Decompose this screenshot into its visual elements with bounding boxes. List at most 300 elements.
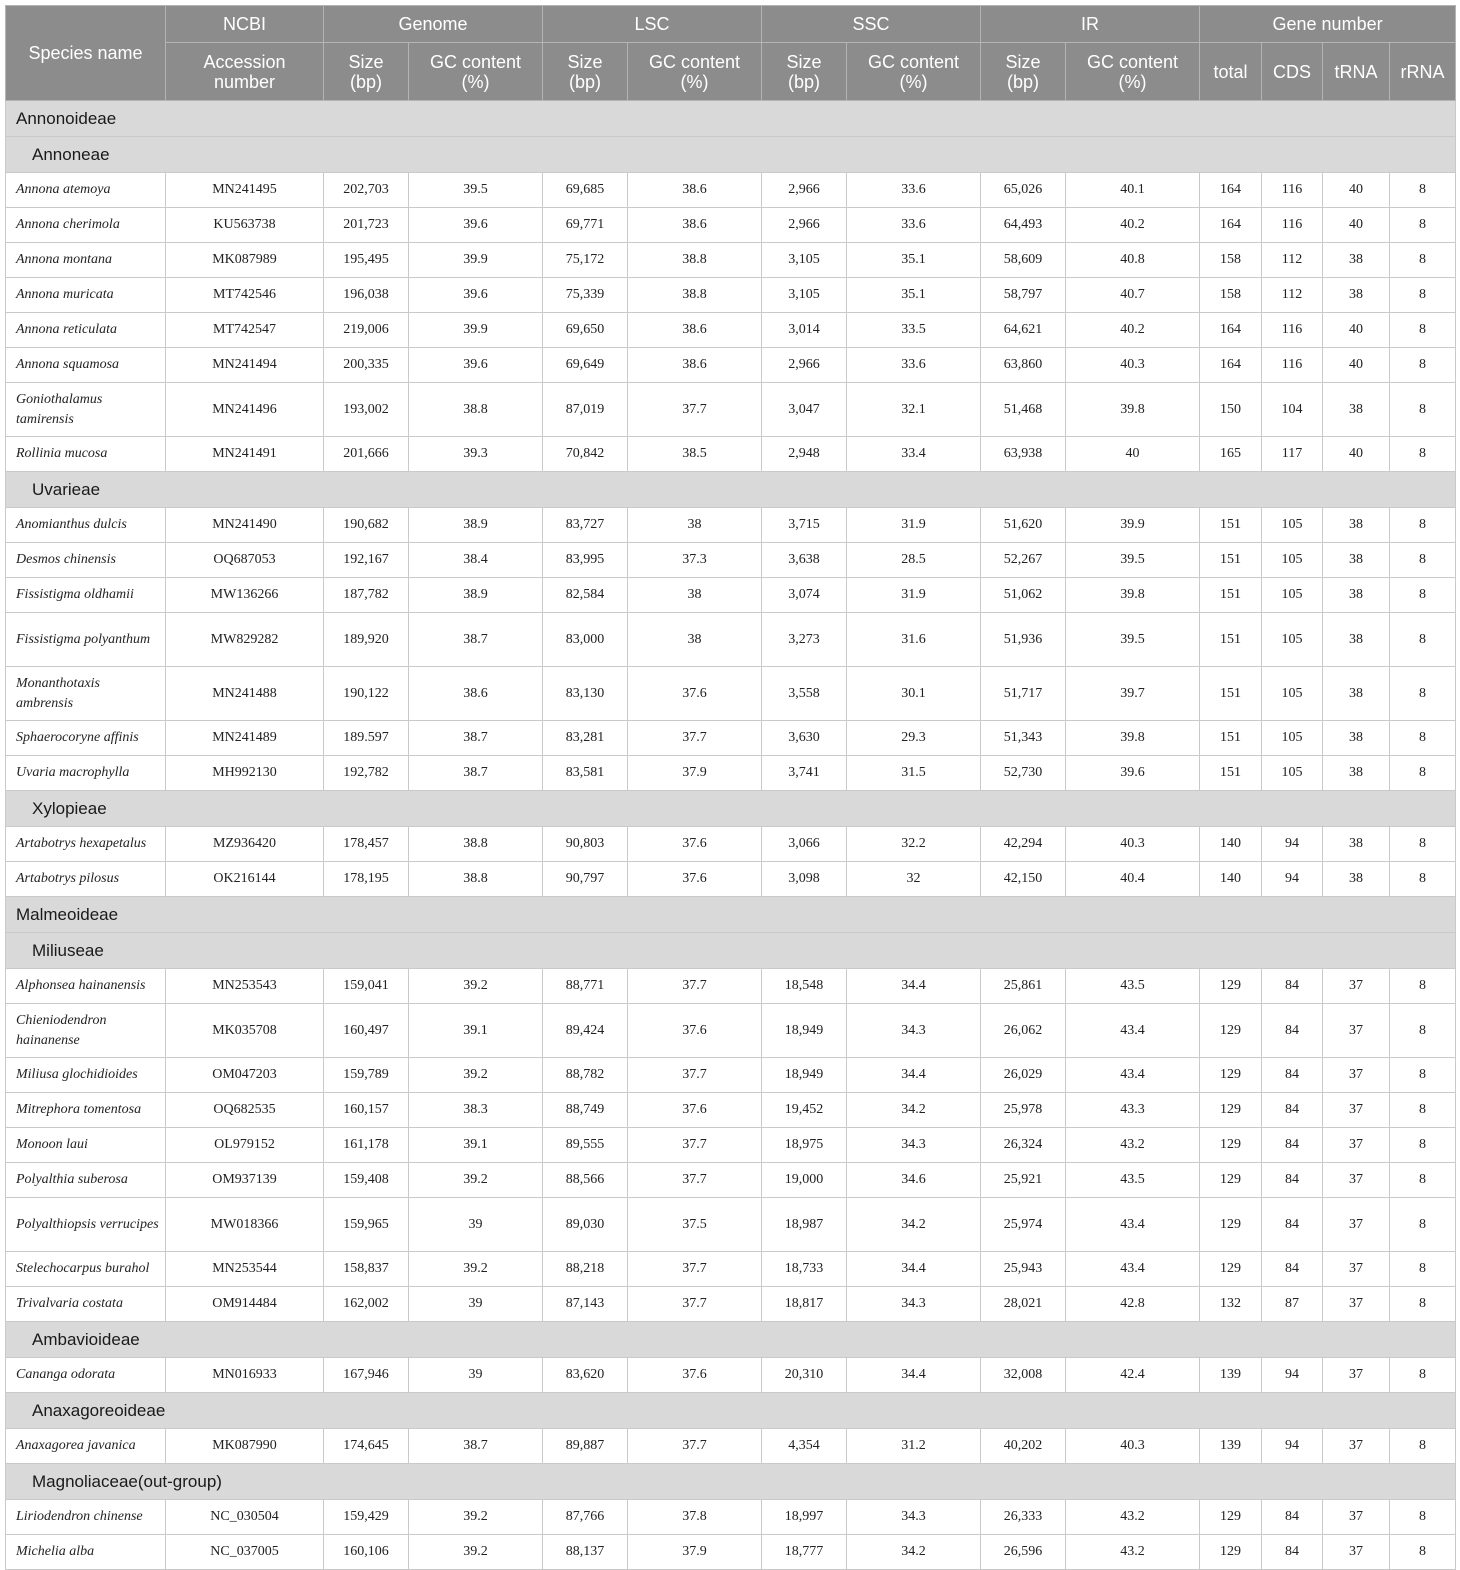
accession-cell: MN253543 — [166, 969, 324, 1004]
ssc-size-cell: 19,452 — [762, 1093, 847, 1128]
table-row — [6, 721, 1456, 756]
species-name-cell: Artabotrys hexapetalus — [6, 827, 166, 862]
ssc-gc-cell: 31.5 — [847, 756, 981, 791]
table-row — [6, 1500, 1456, 1535]
lsc-gc-cell: 37.6 — [628, 1004, 762, 1058]
genome-size-cell: 189,920 — [324, 613, 409, 667]
gene-cds-cell: 84 — [1262, 1163, 1323, 1198]
tribe-header-row — [6, 791, 1456, 827]
ssc-gc-cell: 33.5 — [847, 313, 981, 348]
table-row — [6, 1535, 1456, 1570]
ssc-gc-cell: 31.2 — [847, 1429, 981, 1464]
gene-trna-cell: 37 — [1323, 1358, 1390, 1393]
ssc-gc-cell: 34.4 — [847, 1358, 981, 1393]
gene-rrna-cell: 8 — [1390, 1058, 1456, 1093]
genome-size-cell: 192,167 — [324, 543, 409, 578]
ir-size-cell: 63,860 — [981, 348, 1066, 383]
accession-cell: MN253544 — [166, 1252, 324, 1287]
table-row — [6, 437, 1456, 472]
ssc-gc-cell: 33.6 — [847, 348, 981, 383]
gene-total-cell: 151 — [1200, 613, 1262, 667]
header-ir-size: Size (bp) — [981, 43, 1066, 101]
genome-gc-cell: 38.7 — [409, 756, 543, 791]
ir-gc-cell: 40.3 — [1066, 827, 1200, 862]
accession-cell: MN241495 — [166, 173, 324, 208]
gene-trna-cell: 38 — [1323, 508, 1390, 543]
table-row — [6, 1004, 1456, 1058]
ssc-gc-cell: 31.9 — [847, 508, 981, 543]
ir-size-cell: 64,621 — [981, 313, 1066, 348]
genome-gc-cell: 38.9 — [409, 508, 543, 543]
ssc-size-cell: 2,948 — [762, 437, 847, 472]
genome-size-cell: 159,965 — [324, 1198, 409, 1252]
gene-rrna-cell: 8 — [1390, 383, 1456, 437]
lsc-gc-cell: 37.7 — [628, 1429, 762, 1464]
lsc-size-cell: 83,727 — [543, 508, 628, 543]
header-trna: tRNA — [1323, 43, 1390, 101]
ssc-size-cell: 3,105 — [762, 243, 847, 278]
gene-cds-cell: 105 — [1262, 578, 1323, 613]
genome-gc-cell: 38.9 — [409, 578, 543, 613]
genome-size-cell: 178,457 — [324, 827, 409, 862]
accession-cell: MK035708 — [166, 1004, 324, 1058]
ssc-gc-cell: 34.4 — [847, 1058, 981, 1093]
genome-gc-cell: 39.9 — [409, 313, 543, 348]
header-genome-size: Size (bp) — [324, 43, 409, 101]
ir-size-cell: 58,797 — [981, 278, 1066, 313]
gene-rrna-cell: 8 — [1390, 543, 1456, 578]
gene-cds-cell: 116 — [1262, 173, 1323, 208]
genome-size-cell: 201,723 — [324, 208, 409, 243]
gene-cds-cell: 105 — [1262, 508, 1323, 543]
species-name-cell: Anomianthus dulcis — [6, 508, 166, 543]
table-row — [6, 1093, 1456, 1128]
accession-cell: MW018366 — [166, 1198, 324, 1252]
gene-rrna-cell: 8 — [1390, 1287, 1456, 1322]
gene-rrna-cell: 8 — [1390, 1500, 1456, 1535]
group-label: Xylopieae — [6, 791, 1456, 827]
lsc-size-cell: 87,019 — [543, 383, 628, 437]
ir-gc-cell: 43.2 — [1066, 1500, 1200, 1535]
genome-gc-cell: 39.9 — [409, 243, 543, 278]
ssc-gc-cell: 34.3 — [847, 1128, 981, 1163]
lsc-size-cell: 88,782 — [543, 1058, 628, 1093]
gene-cds-cell: 116 — [1262, 208, 1323, 243]
accession-cell: OK216144 — [166, 862, 324, 897]
gene-trna-cell: 38 — [1323, 667, 1390, 721]
gene-total-cell: 151 — [1200, 756, 1262, 791]
ssc-gc-cell: 32 — [847, 862, 981, 897]
gene-trna-cell: 37 — [1323, 1128, 1390, 1163]
ssc-size-cell: 3,066 — [762, 827, 847, 862]
genome-gc-cell: 39.6 — [409, 208, 543, 243]
gene-cds-cell: 94 — [1262, 827, 1323, 862]
gene-trna-cell: 37 — [1323, 1252, 1390, 1287]
ssc-gc-cell: 33.6 — [847, 208, 981, 243]
lsc-gc-cell: 37.8 — [628, 1500, 762, 1535]
genome-gc-cell: 39.2 — [409, 1058, 543, 1093]
accession-cell: MN241494 — [166, 348, 324, 383]
lsc-gc-cell: 38.8 — [628, 243, 762, 278]
gene-trna-cell: 37 — [1323, 1500, 1390, 1535]
lsc-gc-cell: 37.6 — [628, 667, 762, 721]
ir-size-cell: 51,468 — [981, 383, 1066, 437]
lsc-gc-cell: 38.5 — [628, 437, 762, 472]
ir-size-cell: 51,343 — [981, 721, 1066, 756]
gene-total-cell: 164 — [1200, 348, 1262, 383]
lsc-size-cell: 88,218 — [543, 1252, 628, 1287]
species-name-cell: Desmos chinensis — [6, 543, 166, 578]
gene-total-cell: 129 — [1200, 1128, 1262, 1163]
gene-trna-cell: 37 — [1323, 969, 1390, 1004]
gene-total-cell: 132 — [1200, 1287, 1262, 1322]
lsc-gc-cell: 37.6 — [628, 827, 762, 862]
ssc-size-cell: 3,630 — [762, 721, 847, 756]
ssc-gc-cell: 35.1 — [847, 278, 981, 313]
lsc-gc-cell: 38.6 — [628, 348, 762, 383]
lsc-size-cell: 69,771 — [543, 208, 628, 243]
lsc-size-cell: 70,842 — [543, 437, 628, 472]
gene-cds-cell: 105 — [1262, 613, 1323, 667]
genome-size-cell: 162,002 — [324, 1287, 409, 1322]
tribe-header-row — [6, 1322, 1456, 1358]
genome-size-cell: 190,122 — [324, 667, 409, 721]
gene-rrna-cell: 8 — [1390, 508, 1456, 543]
ssc-gc-cell: 34.2 — [847, 1093, 981, 1128]
lsc-gc-cell: 37.7 — [628, 1058, 762, 1093]
lsc-gc-cell: 37.9 — [628, 1535, 762, 1570]
gene-trna-cell: 40 — [1323, 313, 1390, 348]
gene-rrna-cell: 8 — [1390, 756, 1456, 791]
gene-rrna-cell: 8 — [1390, 667, 1456, 721]
genome-gc-cell: 39 — [409, 1287, 543, 1322]
ssc-size-cell: 18,949 — [762, 1004, 847, 1058]
ir-gc-cell: 39.8 — [1066, 721, 1200, 756]
ir-gc-cell: 43.2 — [1066, 1535, 1200, 1570]
gene-cds-cell: 105 — [1262, 543, 1323, 578]
table-row — [6, 1252, 1456, 1287]
ssc-size-cell: 3,558 — [762, 667, 847, 721]
gene-total-cell: 129 — [1200, 1252, 1262, 1287]
lsc-gc-cell: 37.7 — [628, 1128, 762, 1163]
header-lsc-size: Size (bp) — [543, 43, 628, 101]
species-name-cell: Sphaerocoryne affinis — [6, 721, 166, 756]
lsc-size-cell: 88,566 — [543, 1163, 628, 1198]
ssc-size-cell: 2,966 — [762, 208, 847, 243]
genome-gc-cell: 38.7 — [409, 721, 543, 756]
gene-total-cell: 165 — [1200, 437, 1262, 472]
header-ncbi: NCBI — [166, 6, 324, 43]
gene-cds-cell: 105 — [1262, 721, 1323, 756]
genome-gc-cell: 39.1 — [409, 1004, 543, 1058]
genome-gc-cell: 39.2 — [409, 1500, 543, 1535]
lsc-gc-cell: 38.8 — [628, 278, 762, 313]
gene-trna-cell: 37 — [1323, 1429, 1390, 1464]
lsc-size-cell: 83,995 — [543, 543, 628, 578]
header-genome: Genome — [324, 6, 543, 43]
gene-rrna-cell: 8 — [1390, 862, 1456, 897]
genome-gc-cell: 38.3 — [409, 1093, 543, 1128]
ir-gc-cell: 39.8 — [1066, 383, 1200, 437]
ssc-gc-cell: 31.6 — [847, 613, 981, 667]
tribe-header-row — [6, 472, 1456, 508]
header-accession-number: Accession number — [166, 43, 324, 101]
lsc-size-cell: 89,555 — [543, 1128, 628, 1163]
species-name-cell: Chieniodendron hainanense — [6, 1004, 166, 1058]
gene-cds-cell: 94 — [1262, 1358, 1323, 1393]
gene-rrna-cell: 8 — [1390, 1358, 1456, 1393]
genome-gc-cell: 39 — [409, 1198, 543, 1252]
genome-size-cell: 160,497 — [324, 1004, 409, 1058]
gene-trna-cell: 37 — [1323, 1004, 1390, 1058]
gene-rrna-cell: 8 — [1390, 1535, 1456, 1570]
accession-cell: MN241488 — [166, 667, 324, 721]
gene-total-cell: 129 — [1200, 1093, 1262, 1128]
species-name-cell: Polyalthiopsis verrucipes — [6, 1198, 166, 1252]
gene-cds-cell: 84 — [1262, 1535, 1323, 1570]
gene-cds-cell: 105 — [1262, 756, 1323, 791]
gene-trna-cell: 37 — [1323, 1163, 1390, 1198]
ir-size-cell: 51,717 — [981, 667, 1066, 721]
table-row — [6, 827, 1456, 862]
gene-cds-cell: 84 — [1262, 1128, 1323, 1163]
header-ssc-size: Size (bp) — [762, 43, 847, 101]
table-header — [6, 6, 1456, 101]
ir-gc-cell: 39.5 — [1066, 613, 1200, 667]
ssc-size-cell: 3,098 — [762, 862, 847, 897]
species-name-cell: Alphonsea hainanensis — [6, 969, 166, 1004]
ssc-gc-cell: 33.6 — [847, 173, 981, 208]
gene-total-cell: 129 — [1200, 1535, 1262, 1570]
accession-cell: OM937139 — [166, 1163, 324, 1198]
ssc-gc-cell: 28.5 — [847, 543, 981, 578]
ir-gc-cell: 40.3 — [1066, 1429, 1200, 1464]
gene-rrna-cell: 8 — [1390, 313, 1456, 348]
tribe-header-row — [6, 1464, 1456, 1500]
accession-cell: OL979152 — [166, 1128, 324, 1163]
ir-gc-cell: 40.2 — [1066, 208, 1200, 243]
ir-size-cell: 26,029 — [981, 1058, 1066, 1093]
lsc-gc-cell: 37.5 — [628, 1198, 762, 1252]
group-label: Ambavioideae — [6, 1322, 1456, 1358]
ssc-size-cell: 18,949 — [762, 1058, 847, 1093]
gene-total-cell: 129 — [1200, 1004, 1262, 1058]
lsc-gc-cell: 37.7 — [628, 383, 762, 437]
header-genome-gc: GC content (%) — [409, 43, 543, 101]
species-name-cell: Annona cherimola — [6, 208, 166, 243]
gene-trna-cell: 38 — [1323, 383, 1390, 437]
species-name-cell: Trivalvaria costata — [6, 1287, 166, 1322]
accession-cell: KU563738 — [166, 208, 324, 243]
gene-cds-cell: 84 — [1262, 969, 1323, 1004]
genome-gc-cell: 39 — [409, 1358, 543, 1393]
accession-cell: MN016933 — [166, 1358, 324, 1393]
gene-trna-cell: 38 — [1323, 243, 1390, 278]
gene-cds-cell: 112 — [1262, 243, 1323, 278]
genome-size-cell: 202,703 — [324, 173, 409, 208]
gene-rrna-cell: 8 — [1390, 1252, 1456, 1287]
ssc-size-cell: 3,741 — [762, 756, 847, 791]
gene-total-cell: 129 — [1200, 969, 1262, 1004]
gene-rrna-cell: 8 — [1390, 437, 1456, 472]
ir-gc-cell: 40 — [1066, 437, 1200, 472]
table-row — [6, 1128, 1456, 1163]
ssc-gc-cell: 32.1 — [847, 383, 981, 437]
gene-cds-cell: 117 — [1262, 437, 1323, 472]
ir-gc-cell: 39.5 — [1066, 543, 1200, 578]
header-cds: CDS — [1262, 43, 1323, 101]
table-row — [6, 313, 1456, 348]
gene-total-cell: 129 — [1200, 1198, 1262, 1252]
gene-total-cell: 139 — [1200, 1429, 1262, 1464]
gene-total-cell: 164 — [1200, 208, 1262, 243]
lsc-size-cell: 89,424 — [543, 1004, 628, 1058]
ir-size-cell: 25,861 — [981, 969, 1066, 1004]
species-name-cell: Anaxagorea javanica — [6, 1429, 166, 1464]
ssc-gc-cell: 34.3 — [847, 1004, 981, 1058]
tribe-header-row — [6, 1393, 1456, 1429]
species-name-cell: Artabotrys pilosus — [6, 862, 166, 897]
species-name-cell: Stelechocarpus burahol — [6, 1252, 166, 1287]
table-row — [6, 278, 1456, 313]
accession-cell: MW829282 — [166, 613, 324, 667]
ssc-size-cell: 20,310 — [762, 1358, 847, 1393]
ssc-gc-cell: 34.2 — [847, 1535, 981, 1570]
lsc-size-cell: 83,620 — [543, 1358, 628, 1393]
accession-cell: NC_030504 — [166, 1500, 324, 1535]
ir-gc-cell: 40.1 — [1066, 173, 1200, 208]
ssc-size-cell: 18,987 — [762, 1198, 847, 1252]
gene-cds-cell: 104 — [1262, 383, 1323, 437]
table-row — [6, 1058, 1456, 1093]
gene-trna-cell: 38 — [1323, 862, 1390, 897]
accession-cell: MN241490 — [166, 508, 324, 543]
ir-gc-cell: 43.4 — [1066, 1058, 1200, 1093]
gene-total-cell: 151 — [1200, 721, 1262, 756]
ssc-size-cell: 18,997 — [762, 1500, 847, 1535]
genome-size-cell: 192,782 — [324, 756, 409, 791]
species-name-cell: Rollinia mucosa — [6, 437, 166, 472]
accession-cell: MW136266 — [166, 578, 324, 613]
accession-cell: MT742546 — [166, 278, 324, 313]
ssc-size-cell: 3,273 — [762, 613, 847, 667]
tribe-header-row — [6, 137, 1456, 173]
genome-size-cell: 201,666 — [324, 437, 409, 472]
lsc-size-cell: 69,650 — [543, 313, 628, 348]
gene-rrna-cell: 8 — [1390, 173, 1456, 208]
genome-size-cell: 160,157 — [324, 1093, 409, 1128]
gene-total-cell: 164 — [1200, 313, 1262, 348]
ir-size-cell: 25,978 — [981, 1093, 1066, 1128]
species-name-cell: Annona atemoya — [6, 173, 166, 208]
genome-gc-cell: 38.6 — [409, 667, 543, 721]
gene-total-cell: 158 — [1200, 278, 1262, 313]
genome-gc-cell: 39.6 — [409, 278, 543, 313]
gene-trna-cell: 40 — [1323, 173, 1390, 208]
gene-rrna-cell: 8 — [1390, 721, 1456, 756]
gene-trna-cell: 38 — [1323, 613, 1390, 667]
gene-total-cell: 140 — [1200, 827, 1262, 862]
species-name-cell: Mitrephora tomentosa — [6, 1093, 166, 1128]
gene-rrna-cell: 8 — [1390, 348, 1456, 383]
gene-rrna-cell: 8 — [1390, 278, 1456, 313]
genome-size-cell: 200,335 — [324, 348, 409, 383]
gene-trna-cell: 38 — [1323, 578, 1390, 613]
ir-size-cell: 42,294 — [981, 827, 1066, 862]
table-row — [6, 578, 1456, 613]
ir-gc-cell: 43.3 — [1066, 1093, 1200, 1128]
genome-size-cell: 187,782 — [324, 578, 409, 613]
table-row — [6, 969, 1456, 1004]
ssc-gc-cell: 34.6 — [847, 1163, 981, 1198]
ir-size-cell: 42,150 — [981, 862, 1066, 897]
ssc-size-cell: 2,966 — [762, 348, 847, 383]
table-row — [6, 1358, 1456, 1393]
genome-gc-cell: 38.8 — [409, 383, 543, 437]
table-row — [6, 173, 1456, 208]
accession-cell: OM914484 — [166, 1287, 324, 1322]
ssc-size-cell: 18,733 — [762, 1252, 847, 1287]
lsc-size-cell: 90,797 — [543, 862, 628, 897]
lsc-size-cell: 82,584 — [543, 578, 628, 613]
gene-trna-cell: 40 — [1323, 348, 1390, 383]
ir-size-cell: 63,938 — [981, 437, 1066, 472]
genome-size-cell: 159,408 — [324, 1163, 409, 1198]
lsc-size-cell: 90,803 — [543, 827, 628, 862]
ssc-gc-cell: 31.9 — [847, 578, 981, 613]
table-body — [6, 101, 1456, 1570]
lsc-size-cell: 83,281 — [543, 721, 628, 756]
ssc-size-cell: 19,000 — [762, 1163, 847, 1198]
lsc-gc-cell: 38 — [628, 578, 762, 613]
ssc-size-cell: 3,014 — [762, 313, 847, 348]
lsc-gc-cell: 38.6 — [628, 313, 762, 348]
ssc-size-cell: 3,105 — [762, 278, 847, 313]
genome-size-cell: 196,038 — [324, 278, 409, 313]
species-name-cell: Michelia alba — [6, 1535, 166, 1570]
group-label: Anaxagoreoideae — [6, 1393, 1456, 1429]
species-name-cell: Miliusa glochidioides — [6, 1058, 166, 1093]
table-row — [6, 383, 1456, 437]
genome-size-cell: 167,946 — [324, 1358, 409, 1393]
ir-size-cell: 26,333 — [981, 1500, 1066, 1535]
species-name-cell: Monoon laui — [6, 1128, 166, 1163]
species-name-cell: Fissistigma polyanthum — [6, 613, 166, 667]
table-row — [6, 1198, 1456, 1252]
ssc-size-cell: 3,047 — [762, 383, 847, 437]
ssc-size-cell: 18,777 — [762, 1535, 847, 1570]
gene-trna-cell: 38 — [1323, 721, 1390, 756]
gene-trna-cell: 37 — [1323, 1535, 1390, 1570]
group-label: Uvarieae — [6, 472, 1456, 508]
gene-total-cell: 129 — [1200, 1058, 1262, 1093]
gene-trna-cell: 40 — [1323, 208, 1390, 243]
gene-rrna-cell: 8 — [1390, 1198, 1456, 1252]
species-name-cell: Monanthotaxis ambrensis — [6, 667, 166, 721]
header-ssc: SSC — [762, 6, 981, 43]
species-name-cell: Annona montana — [6, 243, 166, 278]
header-ir-gc: GC content (%) — [1066, 43, 1200, 101]
table-row — [6, 1163, 1456, 1198]
ir-gc-cell: 39.7 — [1066, 667, 1200, 721]
ir-gc-cell: 40.2 — [1066, 313, 1200, 348]
species-name-cell: Uvaria macrophylla — [6, 756, 166, 791]
ir-gc-cell: 43.2 — [1066, 1128, 1200, 1163]
lsc-gc-cell: 37.7 — [628, 1252, 762, 1287]
ir-size-cell: 40,202 — [981, 1429, 1066, 1464]
ssc-gc-cell: 34.3 — [847, 1287, 981, 1322]
ir-gc-cell: 43.4 — [1066, 1198, 1200, 1252]
